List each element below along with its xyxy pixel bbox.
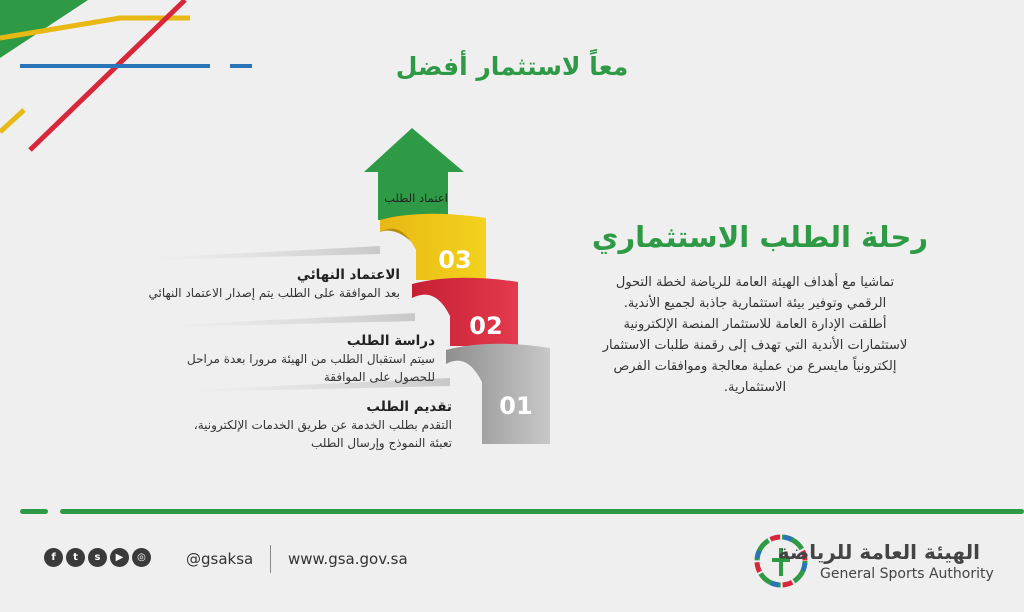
step-03-line: بعد الموافقة على الطلب يتم إصدار الاعتماد النهائي <box>148 286 400 300</box>
step-02-text <box>100 332 435 386</box>
intro-line: أطلقت الإدارة العامة للاستثمار المنصة الإلكترونية <box>623 317 887 332</box>
stair-01 <box>446 344 550 444</box>
intro-line: إلكترونياً مايسرع من عملية معالجة وموافقات الفرص <box>613 359 897 374</box>
logo-arabic: الهيئة العامة للرياضة <box>777 540 980 564</box>
arrow-label: اعتماد الطلب <box>384 191 448 205</box>
step-shadow <box>150 246 380 260</box>
instagram-icon[interactable]: ◎ <box>132 548 151 567</box>
footer-divider <box>20 509 48 514</box>
step-03-title: الاعتماد النهائي <box>296 267 400 283</box>
page-title: معاً لاستثمار أفضل <box>395 52 629 81</box>
logo-english: General Sports Authority <box>820 566 994 582</box>
step-shadow <box>170 313 415 327</box>
footer-divider <box>60 509 1024 514</box>
stair-number-03: 03 <box>438 246 472 274</box>
social-links <box>44 548 151 567</box>
step-02-title: دراسة الطلب <box>346 333 435 349</box>
stair-number-01: 01 <box>499 392 533 420</box>
step-01-line: التقدم بطلب الخدمة عن طريق الخدمات الإلكترونية، <box>193 418 452 432</box>
snapchat-icon[interactable]: s <box>88 548 107 567</box>
intro-line: تماشيا مع أهداف الهيئة العامة للرياضة لخطة التحول <box>615 275 895 290</box>
facebook-icon[interactable]: f <box>44 548 63 567</box>
step-02-line: للحصول على الموافقة <box>323 370 435 384</box>
intro-line: الرقمي وتوفير بيئة استثمارية جاذبة لجميع الأندية. <box>623 296 887 311</box>
step-03-text <box>100 266 400 302</box>
intro-line: لاستثمارات الأندية التي تهدف إلى رقمنة طلبات الاستثمار <box>602 338 908 353</box>
step-01-title: تقديم الطلب <box>366 399 452 415</box>
social-handle[interactable]: @gsaksa <box>186 550 254 568</box>
intro-line: الاستثمارية. <box>723 380 787 395</box>
youtube-icon[interactable]: ▶ <box>110 548 129 567</box>
journey-intro <box>590 272 920 398</box>
step-01-line: تعبئة النموذج وإرسال الطلب <box>310 436 452 450</box>
up-arrow <box>364 128 464 220</box>
journey-title: رحلة الطلب الاستثماري <box>591 220 929 254</box>
step-02-line: سيتم استقبال الطلب من الهيئة مرورا بعدة مراحل <box>187 352 435 366</box>
step-01-text <box>100 398 452 452</box>
twitter-icon[interactable]: t <box>66 548 85 567</box>
stair-number-02: 02 <box>469 312 503 340</box>
website-link[interactable]: www.gsa.gov.sa <box>288 550 408 568</box>
footer-separator <box>270 545 271 573</box>
